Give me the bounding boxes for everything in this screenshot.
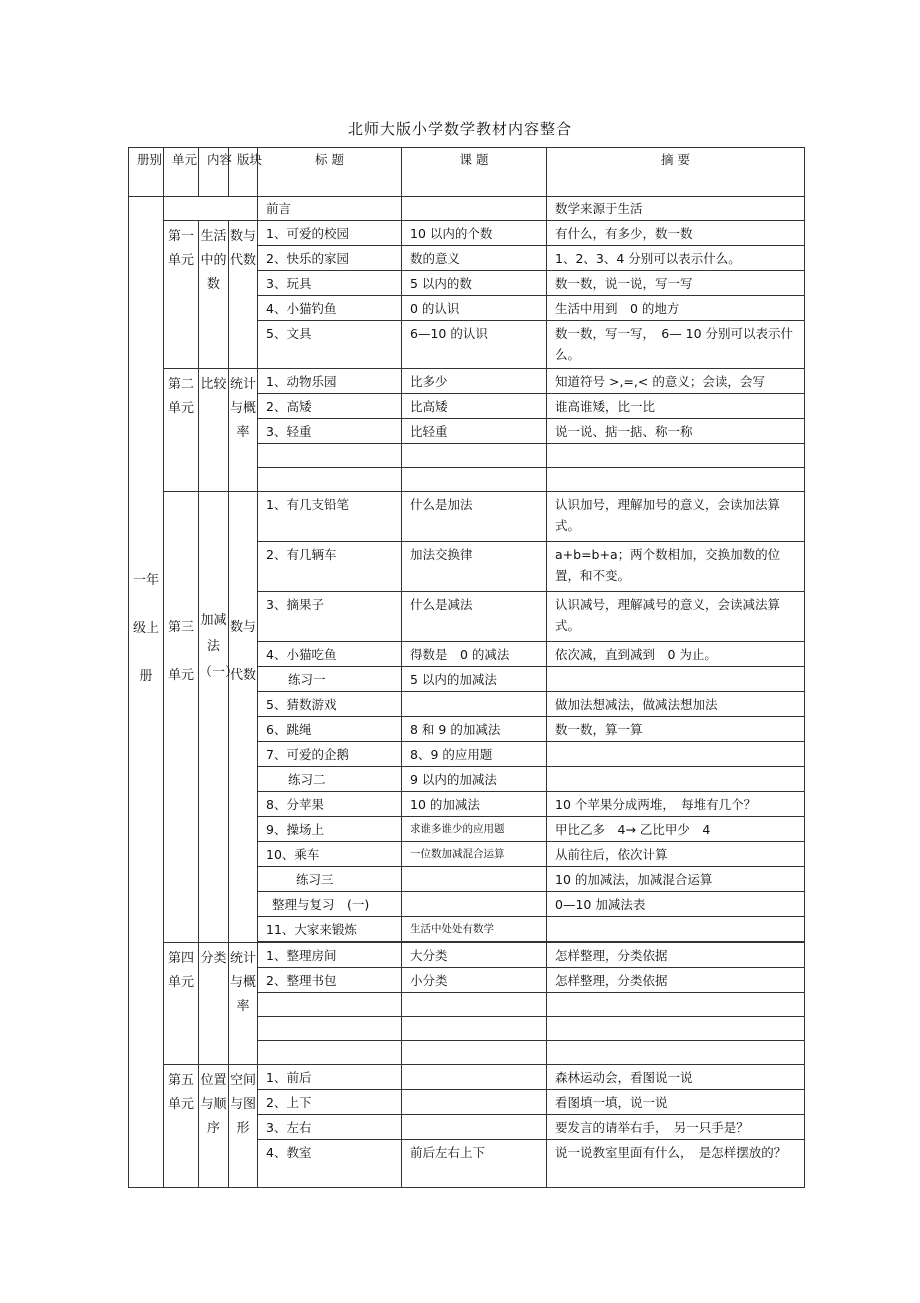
lesson-summary: 从前往后，依次计算 <box>547 842 805 867</box>
lesson-summary: 说一说教室里面有什么， 是怎样摆放的？ <box>547 1140 805 1188</box>
unit-name <box>164 492 199 943</box>
header-dan-yuan: 单元 <box>164 148 199 197</box>
lesson-title: 5、猜数游戏 <box>258 692 402 717</box>
lesson-summary: 森林运动会，看图说一说 <box>547 1065 805 1090</box>
lesson-summary: a+b=b+a；两个数相加，交换加数的位置，和不变。 <box>547 542 805 592</box>
lesson-topic: 什么是加法 <box>402 492 547 542</box>
unit-content: 比较 <box>199 369 229 492</box>
lesson-topic: 比多少 <box>402 369 547 394</box>
lesson-title: 2、整理书包 <box>258 968 402 993</box>
lesson-summary: 依次减，直到减到 0 为止。 <box>547 642 805 667</box>
lesson-summary <box>547 767 805 792</box>
lesson-title: 3、轻重 <box>258 419 402 444</box>
unit-name: 第一单元 <box>164 221 199 369</box>
lesson-summary: 知道符号 >,=,< 的意义；会读，会写 <box>547 369 805 394</box>
lesson-title: 4、教室 <box>258 1140 402 1188</box>
lesson-summary: 做加法想减法，做减法想加法 <box>547 692 805 717</box>
lesson-summary <box>547 917 805 942</box>
lesson-summary: 有什么，有多少，数一数 <box>547 221 805 246</box>
lesson-topic: 10 以内的个数 <box>402 221 547 246</box>
unit-section <box>229 492 258 943</box>
unit-name: 第四单元 <box>164 943 199 1065</box>
lesson-summary: 10 的加减法，加减混合运算 <box>547 867 805 892</box>
intro-topic <box>402 197 547 221</box>
header-ce-bie: 册别 <box>129 148 164 197</box>
lesson-title: 4、小猫吃鱼 <box>258 642 402 667</box>
lesson-summary: 数一数，写一写， 6— 10 分别可以表示什么。 <box>547 321 805 369</box>
lesson-title: 1、动物乐园 <box>258 369 402 394</box>
lesson-summary: 生活中用到 0 的地方 <box>547 296 805 321</box>
table-row <box>129 1065 805 1090</box>
lesson-topic <box>402 892 547 917</box>
lesson-summary: 数一数，算一算 <box>547 717 805 742</box>
header-ke-ti: 课 题 <box>402 148 547 197</box>
lesson-title: 3、玩具 <box>258 271 402 296</box>
lesson-title: 1、可爱的校园 <box>258 221 402 246</box>
lesson-summary: 说一说、掂一掂、称一称 <box>547 419 805 444</box>
lesson-summary: 怎样整理，分类依据 <box>547 943 805 968</box>
lesson-topic: 一位数加减混合运算 <box>402 842 547 867</box>
page-title: 北师大版小学数学教材内容整合 <box>347 120 572 138</box>
lesson-summary: 甲比乙多 4→ 乙比甲少 4 <box>547 817 805 842</box>
content-table <box>128 147 805 1188</box>
lesson-topic: 数的意义 <box>402 246 547 271</box>
unit-section: 统计与概率 <box>229 369 258 492</box>
lesson-topic: 8 和 9 的加减法 <box>402 717 547 742</box>
lesson-summary: 认识加号，理解加号的意义，会读加法算式。 <box>547 492 805 542</box>
lesson-title: 1、有几支铅笔 <box>258 492 402 542</box>
lesson-summary: 要发言的请举右手， 另一只手是？ <box>547 1115 805 1140</box>
unit-name-text: 第三单元 <box>167 620 194 683</box>
intro-summary: 数学来源于生活 <box>547 197 805 221</box>
lesson-title: 2、有几辆车 <box>258 542 402 592</box>
lesson-title: 4、小猫钓鱼 <box>258 296 402 321</box>
unit-content: 分类 <box>199 943 229 1065</box>
lesson-topic: 加法交换律 <box>402 542 547 592</box>
lesson-summary: 认识减号，理解减号的意义，会读减法算式。 <box>547 592 805 642</box>
lesson-topic: 9 以内的加减法 <box>402 767 547 792</box>
lesson-summary: 看图填一填，说一说 <box>547 1090 805 1115</box>
table-row <box>129 492 805 542</box>
lesson-title: 练习二 <box>258 767 402 792</box>
lesson-topic: 什么是减法 <box>402 592 547 642</box>
lesson-title: 练习一 <box>258 667 402 692</box>
unit-section: 统计与概率 <box>229 943 258 1065</box>
grade-label: 一年级上册 <box>132 573 159 684</box>
unit-section: 数与代数 <box>229 221 258 369</box>
intro-blank <box>164 197 258 221</box>
lesson-topic: 大分类 <box>402 943 547 968</box>
lesson-topic <box>402 692 547 717</box>
lesson-title: 9、操场上 <box>258 817 402 842</box>
lesson-topic: 求谁多谁少的应用题 <box>402 817 547 842</box>
lesson-summary <box>547 667 805 692</box>
lesson-title: 8、分苹果 <box>258 792 402 817</box>
lesson-title: 10、乘车 <box>258 842 402 867</box>
lesson-title: 3、左右 <box>258 1115 402 1140</box>
lesson-summary: 1、2、3、4 分别可以表示什么。 <box>547 246 805 271</box>
lesson-title: 练习三 <box>258 867 402 892</box>
lesson-topic: 小分类 <box>402 968 547 993</box>
lesson-title: 5、文具 <box>258 321 402 369</box>
lesson-title: 1、前后 <box>258 1065 402 1090</box>
lesson-topic: 比轻重 <box>402 419 547 444</box>
lesson-topic: 生活中处处有数学 <box>402 917 547 942</box>
lesson-topic <box>402 1065 547 1090</box>
lesson-topic: 6—10 的认识 <box>402 321 547 369</box>
unit-name: 第五单元 <box>164 1065 199 1188</box>
header-ban-kuai: 版块 <box>229 148 258 197</box>
lesson-title: 整理与复习 (一) <box>258 892 402 917</box>
lesson-topic: 10 的加减法 <box>402 792 547 817</box>
header-zhai-yao: 摘 要 <box>547 148 805 197</box>
lesson-title: 6、跳绳 <box>258 717 402 742</box>
unit-section-text: 数与代数 <box>229 620 256 683</box>
unit-content <box>199 492 239 943</box>
unit-content-text: 加减法（一） <box>199 613 239 680</box>
lesson-title: 2、快乐的家园 <box>258 246 402 271</box>
unit-content: 生活中的数 <box>199 221 229 369</box>
unit-content: 位置与顺序 <box>199 1065 229 1188</box>
lesson-title: 2、上下 <box>258 1090 402 1115</box>
lesson-topic: 0 的认识 <box>402 296 547 321</box>
unit-section: 空间与图形 <box>229 1065 258 1188</box>
lesson-title: 2、高矮 <box>258 394 402 419</box>
intro-title: 前言 <box>258 197 402 221</box>
lesson-summary: 0—10 加减法表 <box>547 892 805 917</box>
lesson-summary: 数一数，说一说，写一写 <box>547 271 805 296</box>
table-row <box>129 197 805 221</box>
header-nei-rong: 内容 <box>199 148 229 197</box>
lesson-topic: 前后左右上下 <box>402 1140 547 1188</box>
grade-cell <box>129 197 164 1188</box>
lesson-topic: 5 以内的数 <box>402 271 547 296</box>
unit-name: 第二单元 <box>164 369 199 492</box>
lesson-title: 1、整理房间 <box>258 943 402 968</box>
header-row <box>129 148 805 197</box>
lesson-summary <box>547 742 805 767</box>
lesson-topic <box>402 1115 547 1140</box>
lesson-topic: 5 以内的加减法 <box>402 667 547 692</box>
lesson-summary: 10 个苹果分成两堆， 每堆有几个？ <box>547 792 805 817</box>
lesson-summary: 谁高谁矮，比一比 <box>547 394 805 419</box>
lesson-topic <box>402 1090 547 1115</box>
table-row <box>129 369 805 394</box>
lesson-title: 11、大家来锻炼 <box>258 917 402 942</box>
header-biao-ti: 标 题 <box>258 148 402 197</box>
lesson-topic: 得数是 0 的减法 <box>402 642 547 667</box>
lesson-topic <box>402 867 547 892</box>
lesson-title: 7、可爱的企鹅 <box>258 742 402 767</box>
lesson-topic: 比高矮 <box>402 394 547 419</box>
table-row <box>129 943 805 968</box>
lesson-title: 3、摘果子 <box>258 592 402 642</box>
lesson-summary: 怎样整理，分类依据 <box>547 968 805 993</box>
table-row <box>129 221 805 246</box>
lesson-topic: 8、9 的应用题 <box>402 742 547 767</box>
